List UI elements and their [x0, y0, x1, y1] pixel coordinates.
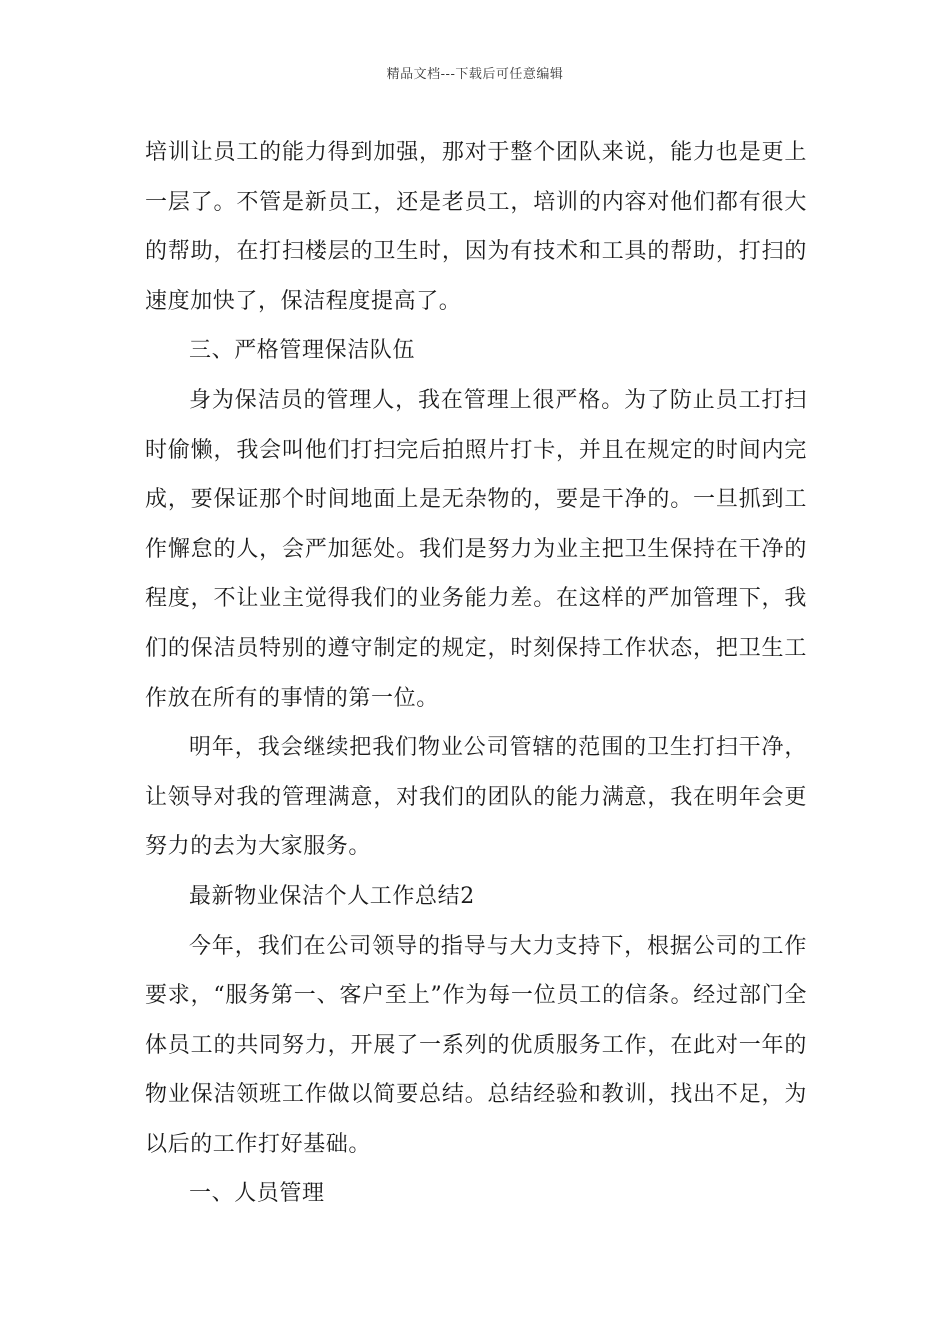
article-title-summary-2: 最新物业保洁个人工作总结2 — [189, 883, 475, 909]
page-header: 精品文档---下载后可任意编辑 — [386, 67, 564, 82]
section-heading-strict-management: 三、严格管理保洁队伍 — [189, 338, 416, 364]
paragraph-training-result: 培训让员工的能力得到加强，那对于整个团队来说，能力也是更上一层了。不管是新员工，还是老员工，培训的内容对他们都有很大的帮助，在打扫楼层的卫生时，因为有技术和工具的帮助，打扫的速度加快了，保洁程度提高了。 — [145, 140, 807, 314]
paragraph-summary-intro: 今年，我们在公司领导的指导与大力支持下，根据公司的工作要求，“服务第一、客户至上”作为每一位员工的信条。经过部门全体员工的共同努力，开展了一系列的优质服务工作，在此对一年的物业保洁领班工作做以简要总结。总结经验和教训，找出不足，为以后的工作打好基础。 — [145, 933, 807, 1157]
paragraph-strict-management: 身为保洁员的管理人，我在管理上很严格。为了防止员工打扫时偷懒，我会叫他们打扫完后拍照片打卡，并且在规定的时间内完成，要保证那个时间地面上是无杂物的，要是干净的。一旦抓到工作懈怠的人，会严加惩处。我们是努力为业主把卫生保持在干净的程度，不让业主觉得我们的业务能力差。在这样的严加管理下，我们的保洁员特别的遵守制定的规定，时刻保持工作状态，把卫生工作放在所有的事情的第一位。 — [145, 387, 807, 711]
paragraph-next-year: 明年，我会继续把我们物业公司管辖的范围的卫生打扫干净，让领导对我的管理满意，对我们的团队的能力满意，我在明年会更努力的去为大家服务。 — [145, 735, 807, 860]
section-heading-personnel-management: 一、人员管理 — [189, 1181, 325, 1207]
document-body — [145, 128, 807, 1219]
